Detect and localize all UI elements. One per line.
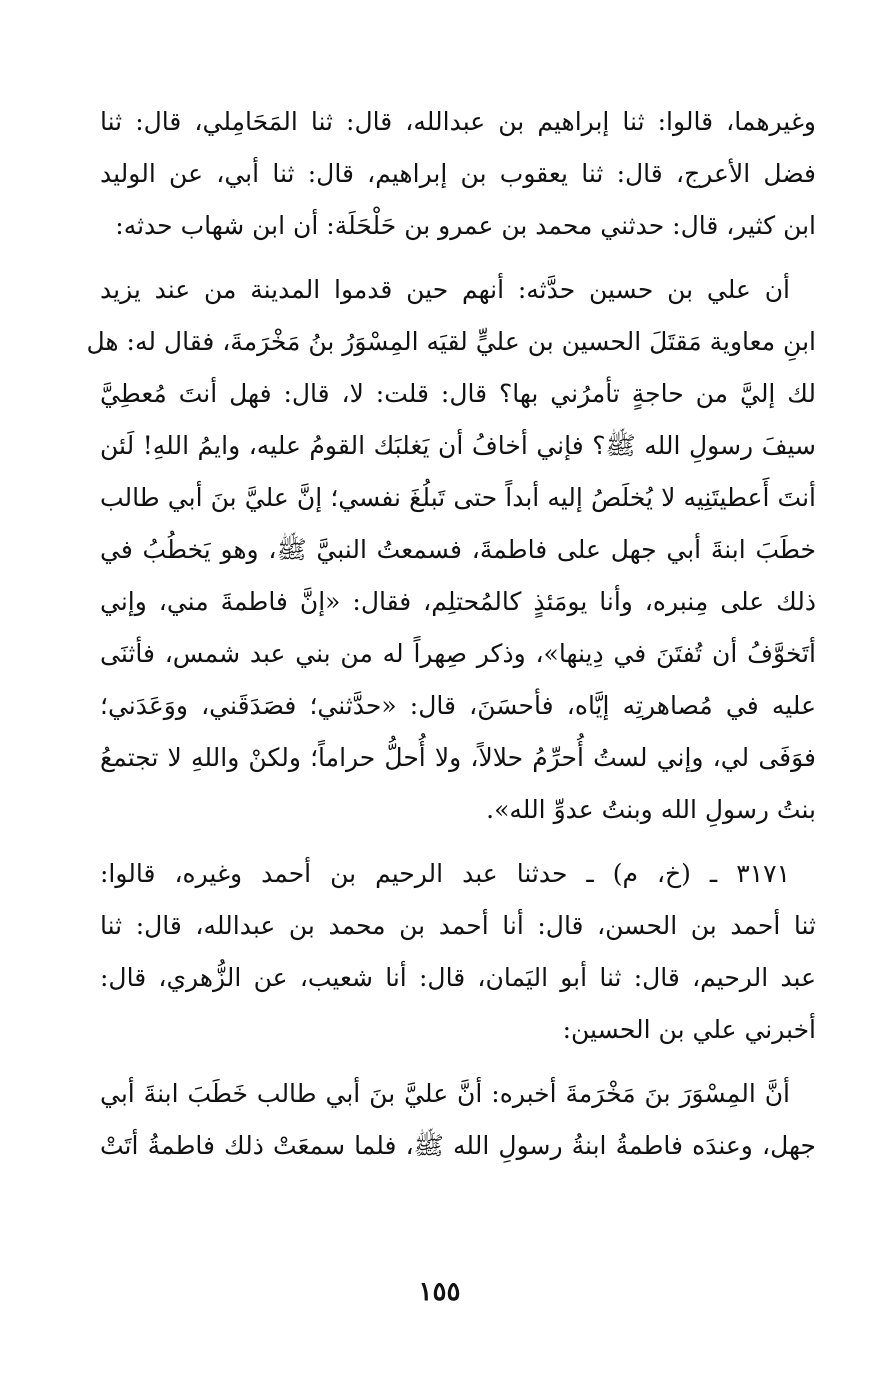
- text-line: ابنِ معاوية مَقتَلَ الحسين بن عليٍّ لقيَه المِسْوَرُ بنُ مَخْرَمةَ، فقال له: هل: [86, 327, 816, 356]
- paragraph-hadith-3171-chain: [100, 848, 816, 1056]
- text-line: ثنا أحمد بن الحسن، قال: أنا أحمد بن محمد بن عبدالله، قال: ثنا: [100, 911, 816, 940]
- text-line: ذلك على مِنبره، وأنا يومَئذٍ كالمُحتلِم، فقال: «إنَّ فاطمةَ مني، وإني: [100, 587, 816, 616]
- text-line: لك إليَّ من حاجةٍ تأمرُني بها؟ قال: قلت: لا، قال: فهل أنتَ مُعطِيَّ: [100, 379, 816, 408]
- text-line: فضل الأعرج، قال: ثنا يعقوب بن إبراهيم، قال: ثنا أبي، عن الوليد: [100, 159, 816, 188]
- text-line: جهل، وعندَه فاطمةُ ابنةُ رسولِ الله ﷺ، فلما سمعَتْ ذلك فاطمةُ أتَتْ: [100, 1131, 816, 1160]
- text-line: أنَّ المِسْوَرَ بنَ مَخْرَمةَ أخبره: أنَّ عليَّ بنَ أبي طالب خَطَبَ ابنةَ أبي: [100, 1079, 790, 1108]
- page-number: ١٥٥: [418, 1277, 461, 1307]
- text-line: ابن كثير، قال: حدثني محمد بن عمرو بن حَلْحَلَة: أن ابن شهاب حدثه:: [115, 211, 816, 240]
- paragraph-chain-continuation: [100, 96, 816, 252]
- text-line: ٣١٧١ ـ (خ، م) ـ حدثنا عبد الرحيم بن أحمد وغيره، قالوا:: [100, 859, 790, 888]
- text-line: بنتُ رسولِ الله وبنتُ عدوِّ الله».: [486, 795, 816, 824]
- text-line: فوَفَى لي، وإني لستُ أُحرِّمُ حلالاً، ولا أُحلُّ حراماً؛ ولكنْ واللهِ لا تجتمعُ: [100, 743, 816, 772]
- text-line: أتَخوَّفُ أن تُفتَنَ في دِينها»، وذكر صِهراً له من بني عبد شمس، فأثنَى: [100, 639, 816, 668]
- text-line: أنتَ أَعطيتَنِيه لا يُخلَصُ إليه أبداً حتى تَبلُغَ نفسي؛ إنَّ عليَّ بنَ أبي طالب: [100, 483, 816, 512]
- paragraph-hadith-text: [86, 264, 816, 836]
- text-line: أخبرني علي بن الحسين:: [562, 1015, 816, 1044]
- text-line: سيفَ رسولِ الله ﷺ؟ فإني أخافُ أن يَغلبَك القومُ عليه، وايمُ اللهِ! لَئن: [100, 431, 816, 460]
- text-line: وغيرهما، قالوا: ثنا إبراهيم بن عبدالله، قال: ثنا المَحَامِلي، قال: ثنا: [100, 107, 816, 136]
- text-line: عليه في مُصاهرتِه إيَّاه، فأحسَنَ، قال: «حدَّثني؛ فصَدَقَني، ووَعَدَني؛: [100, 691, 816, 720]
- text-line: عبد الرحيم، قال: ثنا أبو اليَمان، قال: أنا شعيب، عن الزُّهري، قال:: [100, 963, 816, 992]
- paragraph-hadith-3171-text: [100, 1068, 816, 1172]
- text-line: خطَبَ ابنةَ أبي جهل على فاطمةَ، فسمعتُ النبيَّ ﷺ، وهو يَخطُبُ في: [100, 535, 816, 564]
- page-body: [86, 96, 816, 1172]
- text-line: أن علي بن حسين حدَّثه: أنهم حين قدموا المدينة من عند يزيد: [100, 275, 790, 304]
